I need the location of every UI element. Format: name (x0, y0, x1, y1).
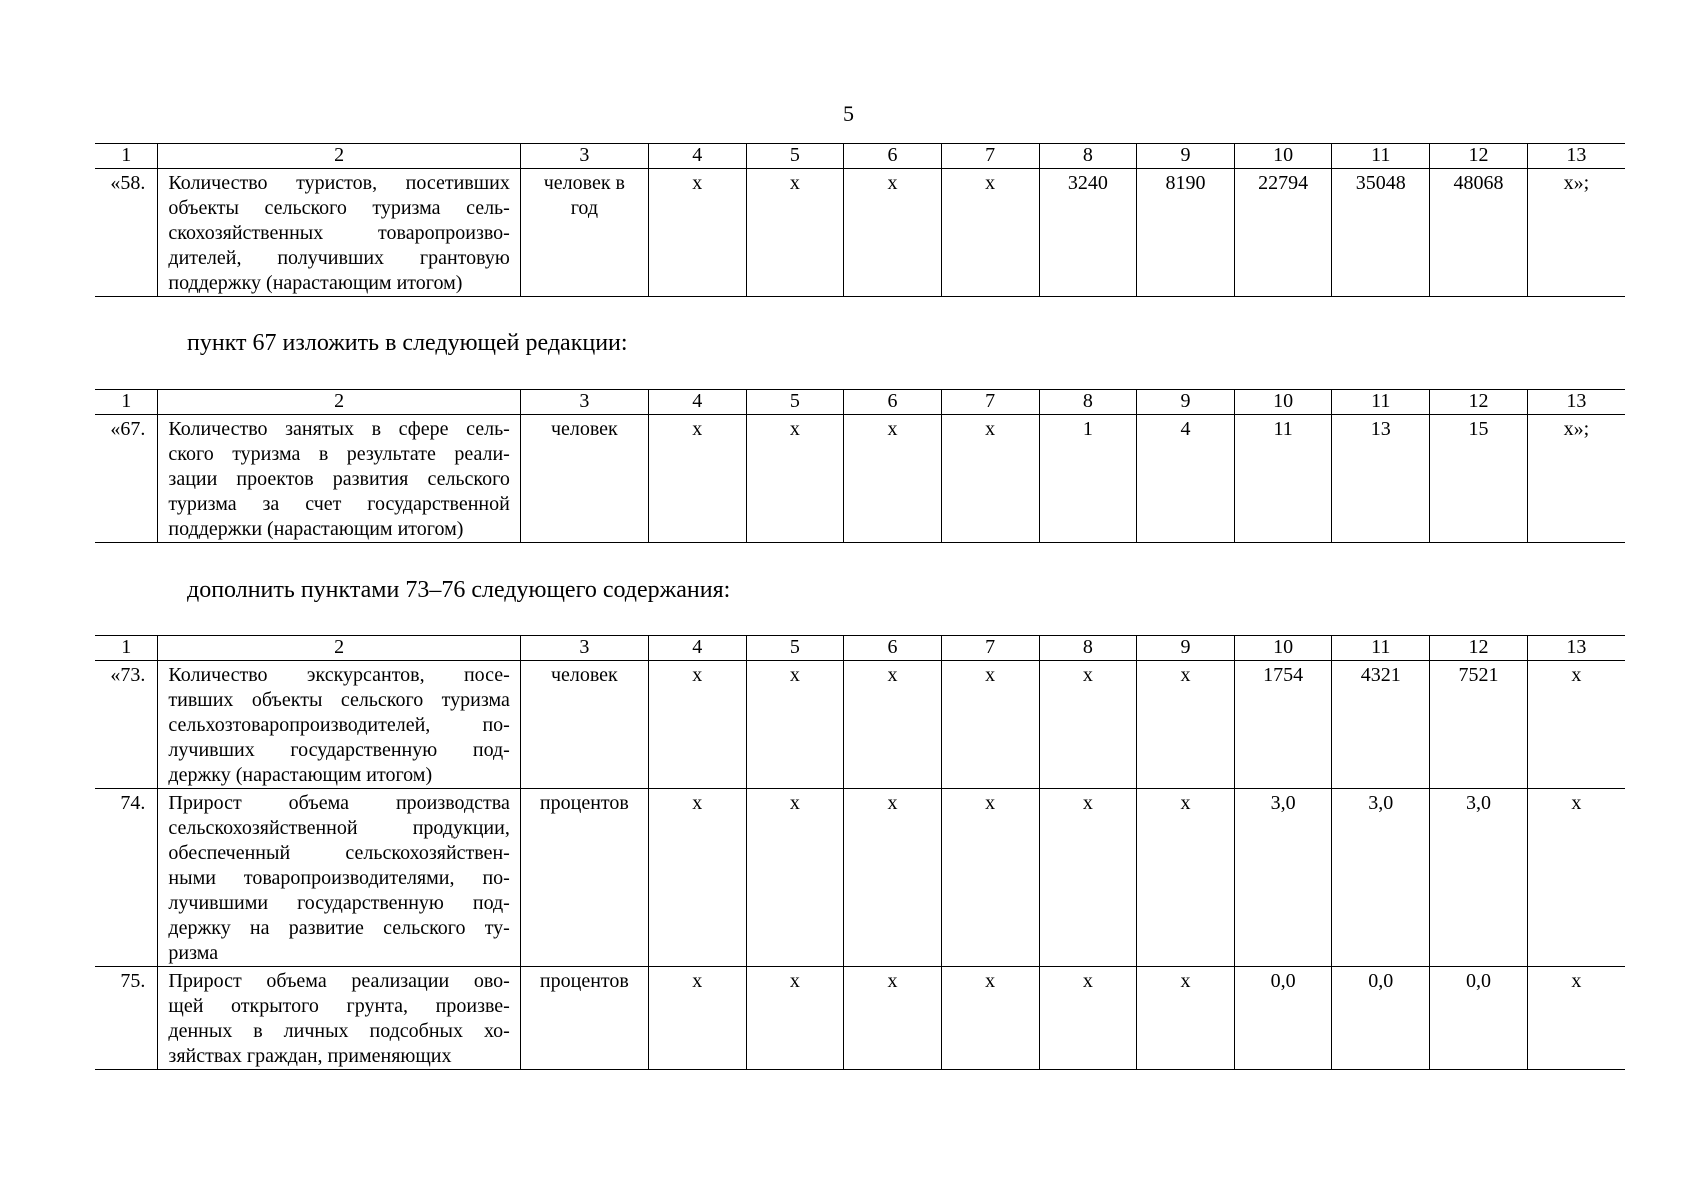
value-col11: 4321 (1332, 661, 1430, 789)
value-col5: х (746, 415, 844, 543)
column-number-6: 6 (844, 636, 942, 661)
indicator-name-line: ризма (168, 942, 219, 964)
value-col9: х (1137, 789, 1235, 967)
unit-line: год (570, 197, 599, 219)
indicator-name-line: обеспеченный сельскохозяйствен- (168, 842, 510, 864)
value-col11: 35048 (1332, 169, 1430, 297)
column-number-12: 12 (1430, 636, 1528, 661)
indicator-name (158, 789, 520, 967)
column-number-2: 2 (158, 636, 520, 661)
value-col12: 15 (1430, 415, 1528, 543)
indicator-name-line: Количество экскурсантов, посе- (168, 664, 510, 686)
value-col8: х (1039, 661, 1137, 789)
value-col12: 3,0 (1430, 789, 1528, 967)
column-number-13: 13 (1527, 390, 1625, 415)
row-number: «67. (95, 415, 158, 543)
value-col10: 1754 (1234, 661, 1332, 789)
value-col6: х (844, 415, 942, 543)
column-number-2: 2 (158, 390, 520, 415)
table-row (95, 415, 1625, 543)
column-number-row (95, 390, 1625, 415)
column-number-8: 8 (1039, 636, 1137, 661)
column-number-10: 10 (1234, 636, 1332, 661)
value-col12: 48068 (1430, 169, 1528, 297)
column-number-7: 7 (941, 144, 1039, 169)
value-col7: х (941, 415, 1039, 543)
column-number-row (95, 636, 1625, 661)
column-number-5: 5 (746, 390, 844, 415)
value-col6: х (844, 661, 942, 789)
value-col9: 4 (1137, 415, 1235, 543)
row-number: «58. (95, 169, 158, 297)
page-number: 5 (843, 101, 854, 126)
value-col5: х (746, 967, 844, 1070)
indicator-name-line: Прирост объема реализации ово- (168, 970, 510, 992)
indicator-name-line: зяйствах граждан, применяющих (168, 1045, 452, 1067)
unit-line: процентов (539, 792, 629, 814)
value-col12: 7521 (1430, 661, 1528, 789)
indicator-name-line: зации проектов развития сельского (168, 468, 510, 490)
table-row (95, 169, 1625, 297)
column-number-1: 1 (95, 144, 158, 169)
unit-line: человек в (543, 172, 625, 194)
value-col9: 8190 (1137, 169, 1235, 297)
indicator-name-line: тивших объекты сельского туризма (168, 689, 510, 711)
column-number-13: 13 (1527, 636, 1625, 661)
column-number-3: 3 (520, 636, 648, 661)
value-col5: х (746, 661, 844, 789)
column-number-4: 4 (648, 144, 746, 169)
column-number-1: 1 (95, 390, 158, 415)
indicator-name-line: сельхозтоваропроизводителей, по- (168, 714, 510, 736)
column-number-11: 11 (1332, 636, 1430, 661)
indicator-name-line: держку (нарастающим итогом) (168, 764, 433, 786)
value-col9: х (1137, 661, 1235, 789)
unit-of-measure (520, 967, 648, 1070)
value-col11: 13 (1332, 415, 1430, 543)
value-col4: х (648, 169, 746, 297)
value-col4: х (648, 661, 746, 789)
column-number-11: 11 (1332, 390, 1430, 415)
indicator-name-line: сельскохозяйственной продукции, (168, 817, 510, 839)
column-number-5: 5 (746, 144, 844, 169)
value-col6: х (844, 169, 942, 297)
column-number-3: 3 (520, 390, 648, 415)
value-col7: х (941, 789, 1039, 967)
value-col4: х (648, 967, 746, 1070)
value-col4: х (648, 415, 746, 543)
value-col13: х»; (1527, 415, 1625, 543)
table-row (95, 661, 1625, 789)
column-number-4: 4 (648, 636, 746, 661)
value-col11: 0,0 (1332, 967, 1430, 1070)
column-number-3: 3 (520, 144, 648, 169)
unit-line: процентов (539, 970, 629, 992)
indicator-table-item-67 (95, 389, 1625, 543)
value-col13: х (1527, 967, 1625, 1070)
value-col6: х (844, 967, 942, 1070)
indicator-name (158, 169, 520, 297)
indicator-name-line: дителей, получивших грантовую (168, 247, 510, 269)
indicator-name-line: Количество туристов, посетивших (168, 172, 510, 194)
row-number: 74. (95, 789, 158, 967)
column-number-8: 8 (1039, 390, 1137, 415)
value-col5: х (746, 169, 844, 297)
table-row (95, 789, 1625, 967)
indicator-name-line: поддержки (нарастающим итогом) (168, 518, 464, 540)
indicator-name-line: держку на развитие сельского ту- (168, 917, 510, 939)
column-number-8: 8 (1039, 144, 1137, 169)
indicator-table-item-58 (95, 143, 1625, 297)
column-number-9: 9 (1137, 144, 1235, 169)
unit-of-measure (520, 789, 648, 967)
value-col10: 3,0 (1234, 789, 1332, 967)
column-number-1: 1 (95, 636, 158, 661)
column-number-6: 6 (844, 390, 942, 415)
value-col13: х (1527, 789, 1625, 967)
indicator-name (158, 661, 520, 789)
column-number-10: 10 (1234, 144, 1332, 169)
column-number-7: 7 (941, 636, 1039, 661)
column-number-7: 7 (941, 390, 1039, 415)
value-col10: 0,0 (1234, 967, 1332, 1070)
value-col7: х (941, 967, 1039, 1070)
indicator-name-line: скохозяйственных товаропроизво- (168, 222, 510, 244)
column-number-12: 12 (1430, 144, 1528, 169)
row-number: 75. (95, 967, 158, 1070)
value-col8: х (1039, 789, 1137, 967)
value-col7: х (941, 661, 1039, 789)
indicator-name-line: щей открытого грунта, произве- (168, 995, 510, 1017)
column-number-9: 9 (1137, 390, 1235, 415)
value-col10: 11 (1234, 415, 1332, 543)
indicator-name-line: Прирост объема производства (168, 792, 510, 814)
row-number: «73. (95, 661, 158, 789)
value-col10: 22794 (1234, 169, 1332, 297)
value-col9: х (1137, 967, 1235, 1070)
column-number-2: 2 (158, 144, 520, 169)
column-number-row (95, 144, 1625, 169)
value-col5: х (746, 789, 844, 967)
unit-line: человек (550, 418, 618, 440)
column-number-9: 9 (1137, 636, 1235, 661)
column-number-11: 11 (1332, 144, 1430, 169)
indicator-name-line: поддержку (нарастающим итогом) (168, 272, 463, 294)
indicator-name-line: лучившими государственную под- (168, 892, 510, 914)
column-number-6: 6 (844, 144, 942, 169)
indicator-name (158, 415, 520, 543)
value-col13: х»; (1527, 169, 1625, 297)
indicator-name-line: ского туризма в результате реали- (168, 443, 510, 465)
value-col8: х (1039, 967, 1137, 1070)
column-number-4: 4 (648, 390, 746, 415)
column-number-12: 12 (1430, 390, 1528, 415)
value-col6: х (844, 789, 942, 967)
value-col13: х (1527, 661, 1625, 789)
unit-of-measure (520, 169, 648, 297)
indicator-name-line: объекты сельского туризма сель- (168, 197, 510, 219)
column-number-10: 10 (1234, 390, 1332, 415)
intro-text-items-73-76: дополнить пунктами 73–76 следующего содержания: (187, 577, 731, 603)
indicator-name-line: туризма за счет государственной (168, 493, 510, 515)
value-col4: х (648, 789, 746, 967)
unit-of-measure (520, 415, 648, 543)
column-number-13: 13 (1527, 144, 1625, 169)
indicator-name-line: Количество занятых в сфере сель- (168, 418, 510, 440)
value-col12: 0,0 (1430, 967, 1528, 1070)
indicator-name-line: денных в личных подсобных хо- (168, 1020, 510, 1042)
indicator-table-items-73-75 (95, 635, 1625, 1070)
indicator-name (158, 967, 520, 1070)
value-col8: 3240 (1039, 169, 1137, 297)
table-row (95, 967, 1625, 1070)
indicator-name-line: лучивших государственную под- (168, 739, 510, 761)
value-col11: 3,0 (1332, 789, 1430, 967)
indicator-name-line: ными товаропроизводителями, по- (168, 867, 510, 889)
value-col8: 1 (1039, 415, 1137, 543)
unit-of-measure (520, 661, 648, 789)
intro-text-item-67: пункт 67 изложить в следующей редакции: (187, 330, 628, 356)
unit-line: человек (550, 664, 618, 686)
value-col7: х (941, 169, 1039, 297)
column-number-5: 5 (746, 636, 844, 661)
